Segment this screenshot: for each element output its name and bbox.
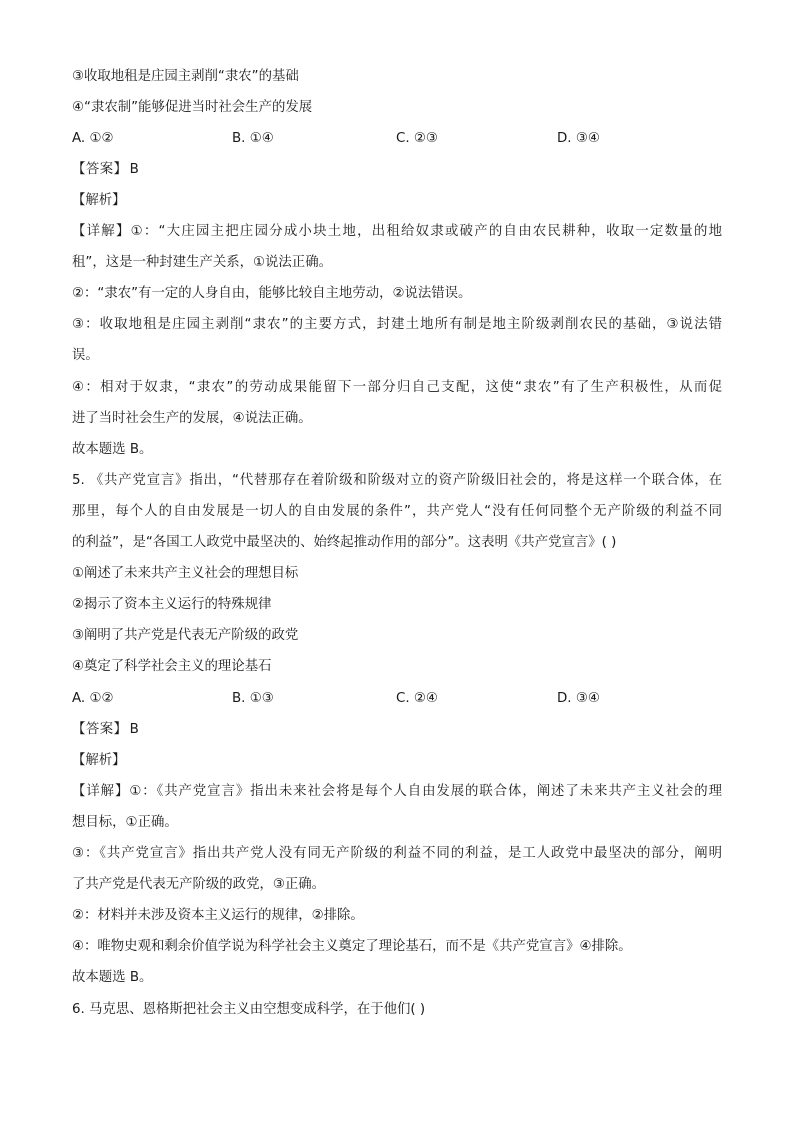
q5-detail-2: ②：材料并未涉及资本主义运行的规律，②排除。 xyxy=(72,908,364,923)
answer-value: B xyxy=(129,162,139,177)
q4-detail-2: ②：“隶农”有一定的人身自由，能够比较自主地劳动，②说法错误。 xyxy=(72,286,472,301)
q4-option-b: B. ①④ xyxy=(232,131,274,146)
q4-analysis-tag: 【解析】 xyxy=(72,193,126,208)
q4-item-3: ③收取地租是庄园主剥削“隶农”的基础 xyxy=(72,69,299,84)
q5-detail-1-line-2: 想目标，①正确。 xyxy=(72,815,178,830)
q5-detail-4: ④：唯物史观和剩余价值学说为科学社会主义奠定了理论基石，而不是《共产党宣言》④排除。 xyxy=(72,939,632,954)
q5-stem-line-1: 5. 《共产党宣言》指出，“代替那存在着阶级和阶级对立的资产阶级旧社会的，将是这样一个联合体，在 xyxy=(72,473,722,488)
q4-detail-3-line-1: ③：收取地租是庄园主剥削“隶农”的主要方式，封建土地所有制是地主阶级剥削农民的基础，③说法错 xyxy=(72,317,722,332)
q5-analysis-tag: 【解析】 xyxy=(72,753,126,768)
q4-option-d: D. ③④ xyxy=(557,131,600,146)
answer-tag: 【答案】 xyxy=(72,722,128,737)
q5-detail-3-line-2: 了共产党是代表无产阶级的政党，③正确。 xyxy=(72,877,326,892)
q5-option-b: B. ①③ xyxy=(232,691,274,706)
q5-conclusion: 故本题选 B。 xyxy=(72,970,153,985)
detail-text: ①：“大庄园主把庄园分成小块土地，出租给奴隶或破产的自由农民耕种，收取一定数量的地 xyxy=(130,224,722,239)
detail-text: ①：《共产党宣言》指出未来社会将是每个人自由发展的联合体，阐述了未来共产主义社会的理 xyxy=(129,784,722,799)
q5-stem-line-3: 的利益”，是“各国工人政党中最坚决的、始终起推动作用的部分”。这表明《共产党宣言》( ) xyxy=(72,535,617,550)
detail-tag: 【详解】 xyxy=(72,784,130,799)
q5-option-d: D. ③④ xyxy=(557,691,600,706)
q4-answer-line xyxy=(72,160,722,180)
answer-tag: 【答案】 xyxy=(72,162,128,177)
q5-detail-3-line-1: ③：《共产党宣言》指出共产党人没有同无产阶级的利益不同的利益，是工人政党中最坚决的部分，阐明 xyxy=(72,846,722,861)
q4-detail-1-line-2: 租”，这是一种封建生产关系，①说法正确。 xyxy=(72,255,332,270)
q5-answer-line xyxy=(72,720,722,740)
q4-option-c: C. ②③ xyxy=(396,131,438,146)
q5-item-4: ④奠定了科学社会主义的理论基石 xyxy=(72,659,272,674)
q4-detail-1-line-1 xyxy=(72,222,722,242)
q4-option-a: A. ①② xyxy=(72,131,114,146)
detail-tag: 【详解】 xyxy=(72,224,131,239)
q5-item-3: ③阐明了共产党是代表无产阶级的政党 xyxy=(72,628,299,643)
q5-item-1: ①阐述了未来共产主义社会的理想目标 xyxy=(72,566,299,581)
q5-option-a: A. ①② xyxy=(72,691,114,706)
q4-detail-4-line-2: 进了当时社会生产的发展，④说法正确。 xyxy=(72,411,312,426)
q5-option-c: C. ②④ xyxy=(396,691,438,706)
q4-detail-4-line-1: ④：相对于奴隶，“隶农”的劳动成果能留下一部分归自己支配，这使“隶农”有了生产积极性，从而促 xyxy=(72,380,722,395)
q5-detail-1-line-1 xyxy=(72,782,722,802)
q4-item-4: ④“隶农制”能够促进当时社会生产的发展 xyxy=(72,100,313,115)
answer-value: B xyxy=(129,722,139,737)
q4-conclusion: 故本题选 B。 xyxy=(72,442,153,457)
q4-detail-3-line-2: 误。 xyxy=(72,348,99,363)
q5-item-2: ②揭示了资本主义运行的特殊规律 xyxy=(72,597,272,612)
q6-stem: 6. 马克思、恩格斯把社会主义由空想变成科学，在于他们( ) xyxy=(72,1002,426,1017)
q5-stem-line-2: 那里，每个人的自由发展是一切人的自由发展的条件”，共产党人“没有任何同整个无产阶级的利益不同 xyxy=(72,504,722,519)
